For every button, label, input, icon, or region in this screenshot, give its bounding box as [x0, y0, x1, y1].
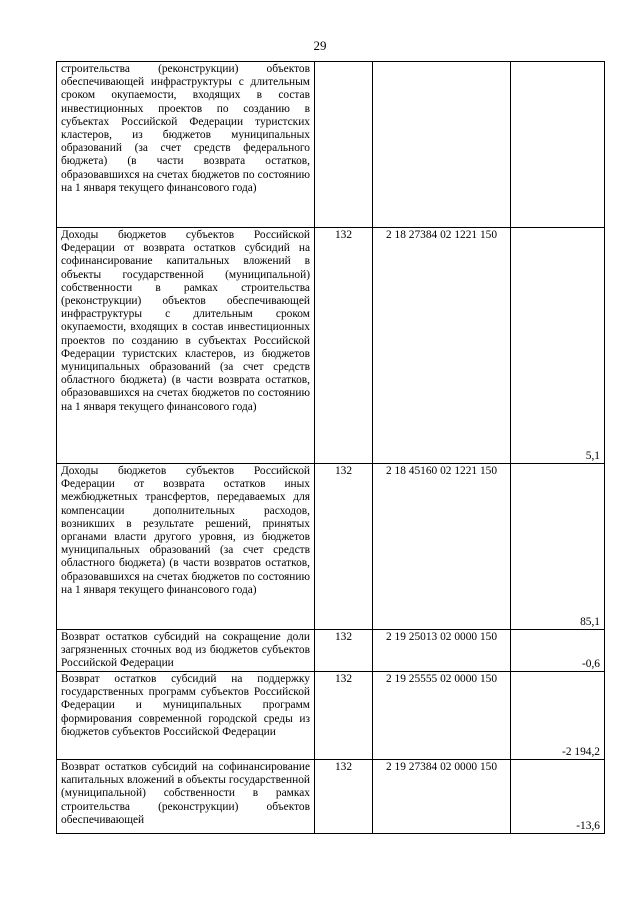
- classification-code-cell: 2 19 25555 02 0000 150: [373, 672, 511, 760]
- revenue-name-cell: Возврат остатков субсидий на поддержку государственных программ субъектов Российской Федерации и муниципальных программ формирования современной городской среды из бюджетов субъектов Российской Федерации: [57, 672, 315, 760]
- page-number: 29: [313, 38, 327, 53]
- table-row: [57, 760, 605, 834]
- amount-cell: [511, 62, 605, 228]
- revenue-name-cell: Возврат остатков субсидий на софинансирование капитальных вложений в объекты государственной (муниципальной) собственности в рамках строительства (реконструкции) объектов обеспечивающей: [57, 760, 315, 834]
- amount-cell: 5,1: [511, 228, 605, 464]
- classification-code-cell: 2 19 25013 02 0000 150: [373, 630, 511, 672]
- amount-cell: -2 194,2: [511, 672, 605, 760]
- classification-code-cell: 2 18 45160 02 1221 150: [373, 464, 511, 630]
- amount-cell: 85,1: [511, 464, 605, 630]
- budget-revenue-table: [56, 61, 605, 834]
- admin-code-cell: 132: [315, 228, 373, 464]
- revenue-name-cell: строительства (реконструкции) объектов обеспечивающей инфраструктуры с длительным сроком окупаемости, входящих в состав инвестиционных проектов по созданию в субъектах Российской Федерации туристских кластеров, из бюджетов муниципальных образований (за счет средств федерального бюджета) (в части возврата остатков, образовавшихся на счетах бюджетов по состоянию на 1 января текущего финансового года): [57, 62, 315, 228]
- admin-code-cell: 132: [315, 760, 373, 834]
- amount-cell: -0,6: [511, 630, 605, 672]
- table-row: [57, 672, 605, 760]
- admin-code-cell: 132: [315, 464, 373, 630]
- revenue-name-cell: Доходы бюджетов субъектов Российской Федерации от возврата остатков субсидий на софинансирование капитальных вложений в объекты государственной (муниципальной) собственности в рамках строительства (реконструкции) объектов обеспечивающей инфраструктуры с длительным сроком окупаемости, входящих в состав инвестиционных проектов по созданию в субъектах Российской Федерации туристских кластеров, из бюджетов муниципальных образований (за счет средств областного бюджета) (в части возврата остатков, образовавшихся на счетах бюджетов по состоянию на 1 января текущего финансового года): [57, 228, 315, 464]
- classification-code-cell: [373, 62, 511, 228]
- classification-code-cell: 2 18 27384 02 1221 150: [373, 228, 511, 464]
- table-row: [57, 228, 605, 464]
- revenue-name-cell: Возврат остатков субсидий на сокращение доли загрязненных сточных вод из бюджетов субъектов Российской Федерации: [57, 630, 315, 672]
- admin-code-cell: 132: [315, 672, 373, 760]
- admin-code-cell: [315, 62, 373, 228]
- table-row: [57, 464, 605, 630]
- amount-cell: -13,6: [511, 760, 605, 834]
- admin-code-cell: 132: [315, 630, 373, 672]
- classification-code-cell: 2 19 27384 02 0000 150: [373, 760, 511, 834]
- table-row: [57, 62, 605, 228]
- revenue-name-cell: Доходы бюджетов субъектов Российской Федерации от возврата остатков иных межбюджетных трансфертов, передаваемых для компенсации дополнительных расходов, возникших в результате решений, принятых органами власти другого уровня, из бюджетов муниципальных образований (за счет средств областного бюджета) (в части возвратов остатков, образовавшихся на счетах бюджетов по состоянию на 1 января текущего финансового года): [57, 464, 315, 630]
- table-row: [57, 630, 605, 672]
